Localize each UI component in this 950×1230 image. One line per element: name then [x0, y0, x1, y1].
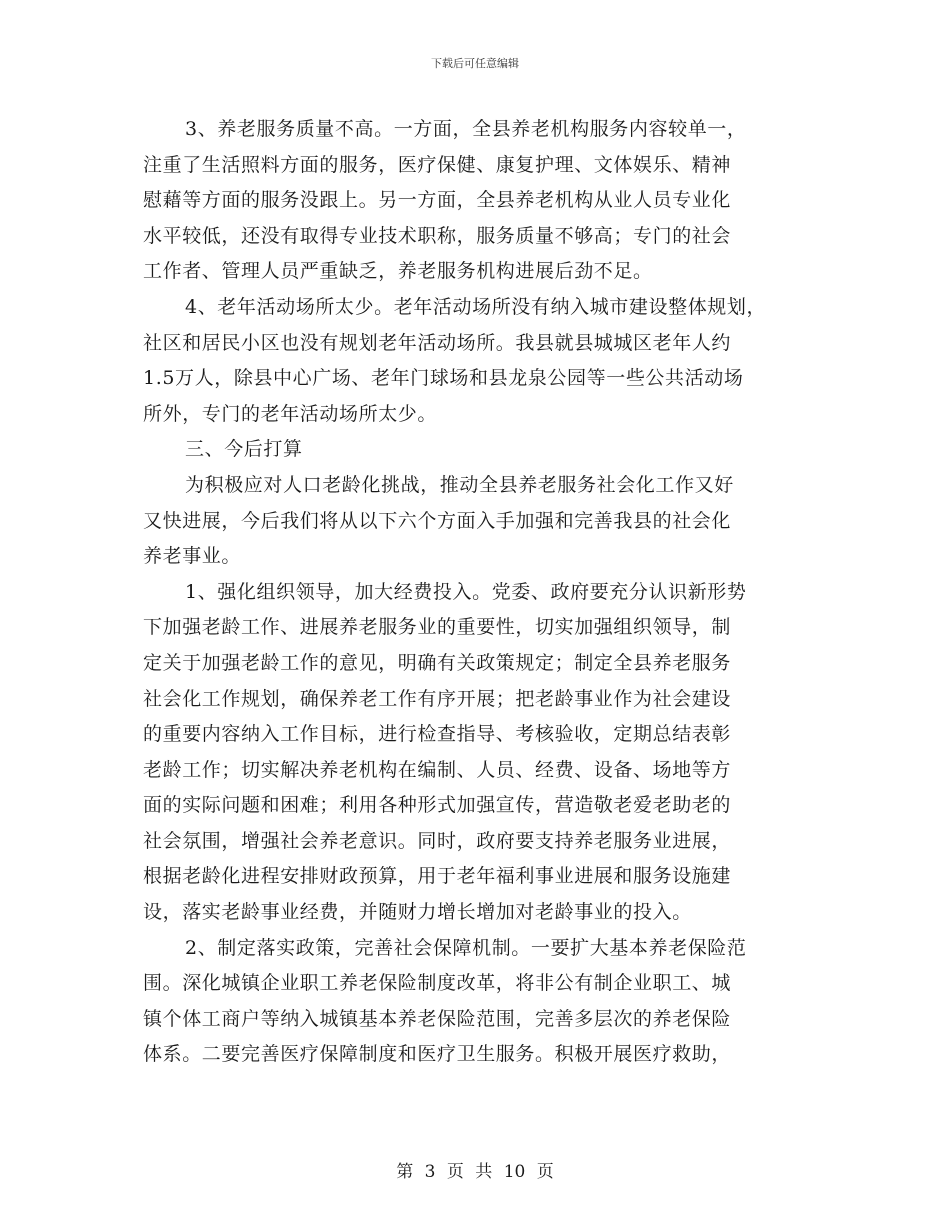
page-header — [0, 55, 950, 71]
header-note: 下载后可任意编辑 — [431, 57, 519, 70]
page-footer — [0, 1157, 950, 1182]
text-line: 注重了生活照料方面的服务，医疗保健、康复护理、文体娱乐、精神 — [143, 153, 732, 176]
text-line: 根据老龄化进程安排财政预算，用于老年福利事业进展和服务设施建 — [143, 865, 732, 888]
text-line: 的重要内容纳入工作目标，进行检查指导、考核验收，定期总结表彰 — [143, 723, 732, 746]
text-line: 所外，专门的老年活动场所太少。 — [143, 402, 438, 425]
document-body — [143, 112, 815, 1073]
text-line: 定关于加强老龄工作的意见，明确有关政策规定；制定全县养老服务 — [143, 651, 732, 674]
footer-prefix: 第 — [396, 1162, 414, 1182]
text-line: 3、养老服务质量不高。一方面，全县养老机构服务内容较单一， — [185, 118, 747, 140]
footer-page-word: 页 — [446, 1162, 464, 1182]
section-heading: 三、今后打算 — [185, 438, 303, 461]
text-line: 4、老年活动场所太少。老年活动场所没有纳入城市建设整体规划， — [185, 295, 767, 318]
current-page-number: 3 — [424, 1162, 436, 1182]
text-line: 社会氛围，增强社会养老意识。同时，政府要支持养老服务业进展， — [143, 829, 732, 852]
text-line: 社会化工作规划，确保养老工作有序开展；把老龄事业作为社会建设 — [143, 687, 732, 710]
text-line: 养老事业。 — [143, 545, 242, 568]
footer-suffix: 页 — [536, 1162, 554, 1182]
text-line: 设，落实老龄事业经费，并随财力增长增加对老龄事业的投入。 — [143, 901, 692, 924]
text-line: 2、制定落实政策，完善社会保障机制。一要扩大基本养老保险范 — [185, 936, 747, 959]
text-line: 又快进展，今后我们将从以下六个方面入手加强和完善我县的社会化 — [143, 509, 732, 532]
text-line: 镇个体工商户等纳入城镇基本养老保险范围，完善多层次的养老保险 — [143, 1007, 732, 1030]
text-line: 水平较低，还没有取得专业技术职称，服务质量不够高；专门的社会 — [143, 224, 732, 247]
text-line: 1、强化组织领导，加大经费投入。党委、政府要充分认识新形势 — [185, 580, 747, 603]
text-line: 下加强老龄工作、进展养老服务业的重要性，切实加强组织领导，制 — [143, 616, 732, 639]
text-line: 慰藉等方面的服务没跟上。另一方面，全县养老机构从业人员专业化 — [143, 189, 732, 212]
text-line: 体系。二要完善医疗保障制度和医疗卫生服务。积极开展医疗救助， — [143, 1043, 732, 1066]
text-line: 围。深化城镇企业职工养老保险制度改革，将非公有制企业职工、城 — [143, 972, 732, 995]
text-line: 为积极应对人口老龄化挑战，推动全县养老服务社会化工作又好 — [185, 473, 734, 496]
footer-total-word: 共 — [475, 1162, 493, 1182]
total-page-count: 10 — [503, 1162, 526, 1182]
text-line: 老龄工作；切实解决养老机构在编制、人员、经费、设备、场地等方 — [143, 758, 732, 781]
text-line: 面的实际问题和困难；利用各种形式加强宣传，营造敬老爱老助老的 — [143, 794, 732, 817]
text-line: 社区和居民小区也没有规划老年活动场所。我县就县城城区老年人约 — [143, 331, 732, 354]
text-line: 工作者、管理人员严重缺乏，养老服务机构进展后劲不足。 — [143, 260, 653, 283]
text-line: 1.5万人，除县中心广场、老年门球场和县龙泉公园等一些公共活动场 — [143, 367, 744, 390]
